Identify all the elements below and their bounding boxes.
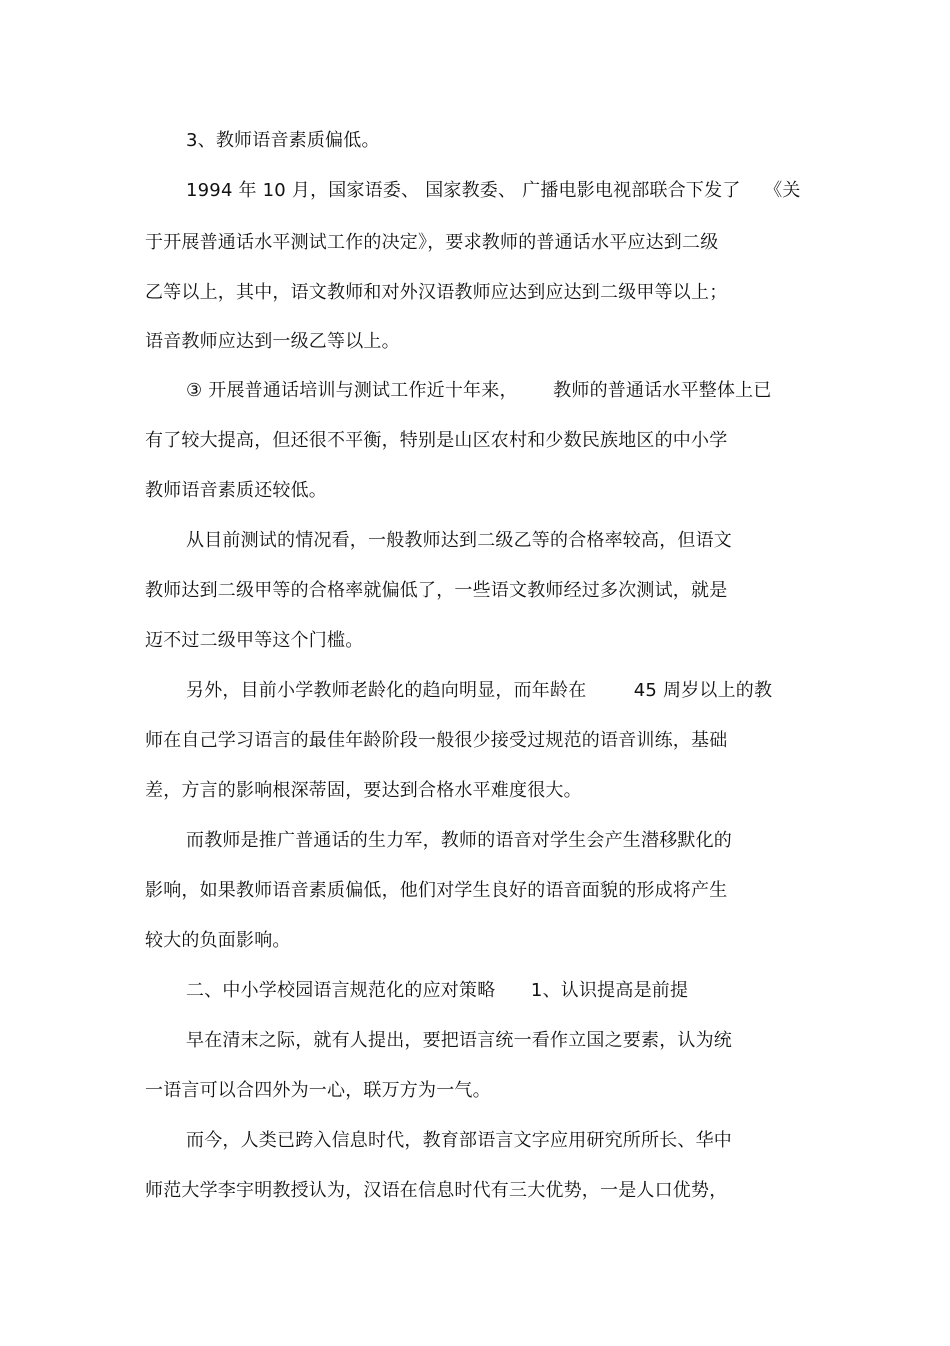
text-line: 3、教师语音素质偏低。	[186, 130, 380, 151]
text-line: 师范大学李宇明教授认为，汉语在信息时代有三大优势，一是人口优势，	[145, 1180, 728, 1201]
text-line: ③ 开展普通话培训与测试工作近十年来， 教师的普通话水平整体上已	[186, 380, 772, 401]
text-line: 迈不过二级甲等这个门槛。	[145, 630, 364, 651]
text-line: 一语言可以合四外为一心，联万方为一气。	[145, 1080, 491, 1101]
text-line: 差，方言的影响根深蒂固，要达到合格水平难度很大。	[145, 780, 582, 801]
section-heading: 二、中小学校园语言规范化的应对策略 1、认识提高是前提	[186, 980, 689, 1001]
text-line: 而教师是推广普通话的生力军，教师的语音对学生会产生潜移默化的	[186, 830, 732, 851]
text-line: 教师达到二级甲等的合格率就偏低了，一些语文教师经过多次测试，就是	[145, 580, 728, 601]
text-line: 于开展普通话水平测试工作的决定》，要求教师的普通话水平应达到二级	[145, 232, 719, 253]
text-line: 而今，人类已跨入信息时代，教育部语言文字应用研究所所长、华中	[186, 1130, 732, 1151]
text-line: 从目前测试的情况看，一般教师达到二级乙等的合格率较高，但语文	[186, 530, 732, 551]
text-line: 早在清末之际，就有人提出，要把语言统一看作立国之要素，认为统	[186, 1030, 732, 1051]
text-line: 师在自己学习语言的最佳年龄阶段一般很少接受过规范的语音训练，基础	[145, 730, 728, 751]
text-line: 较大的负面影响。	[145, 930, 291, 951]
text-line: 有了较大提高，但还很不平衡，特别是山区农村和少数民族地区的中小学	[145, 430, 728, 451]
text-line: 另外，目前小学教师老龄化的趋向明显，而年龄在 45 周岁以上的教	[186, 680, 773, 701]
text-line: 教师语音素质还较低。	[145, 480, 327, 501]
text-line: 语音教师应达到一级乙等以上。	[145, 331, 400, 352]
text-line: 1994 年 10 月，国家语委、 国家教委、 广播电影电视部联合下发了 《关	[186, 180, 801, 201]
text-line: 乙等以上，其中，语文教师和对外汉语教师应达到应达到二级甲等以上；	[145, 282, 728, 303]
text-line: 影响，如果教师语音素质偏低，他们对学生良好的语音面貌的形成将产生	[145, 880, 728, 901]
